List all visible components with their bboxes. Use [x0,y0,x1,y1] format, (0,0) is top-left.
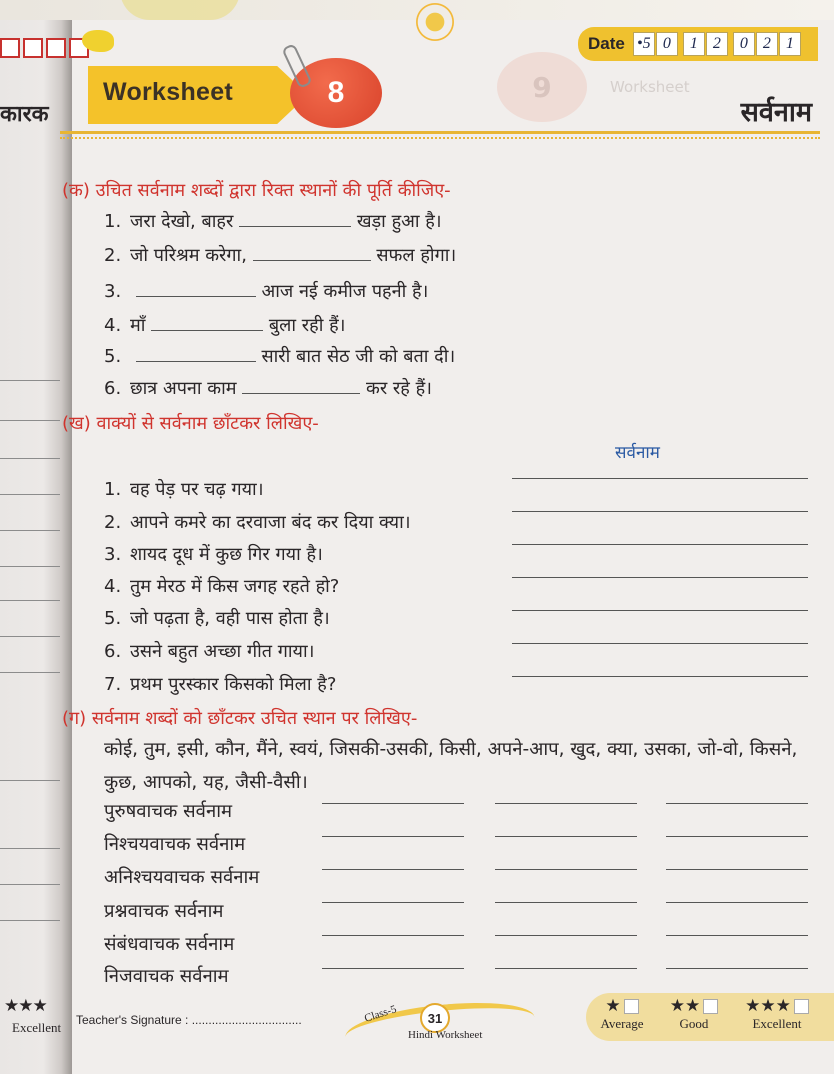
category-label: निश्चयवाचक सर्वनाम [104,834,246,855]
date-digit: 2 [706,32,728,56]
answer-line[interactable] [495,803,637,804]
answer-line[interactable] [322,803,464,804]
date-digit: 1 [779,32,801,56]
ruled-line [0,600,60,601]
rating-label: Good [679,1016,709,1031]
page-binding [0,0,72,1074]
blank-answer-field[interactable] [136,361,256,362]
answer-line[interactable] [512,544,808,545]
rating-label: Excellent [752,1016,802,1031]
left-page-date-boxes [0,38,92,58]
rating-checkbox[interactable] [703,999,718,1014]
ruled-line [0,780,60,781]
answer-line[interactable] [322,869,464,870]
ruled-line [0,920,60,921]
heading-underline [60,131,820,134]
blank-answer-field[interactable] [253,260,371,261]
ruled-line [0,884,60,885]
rating-checkbox[interactable] [794,999,809,1014]
answer-line[interactable] [495,968,637,969]
answer-line[interactable] [495,902,637,903]
answer-line[interactable] [666,803,808,804]
worksheet-label: Worksheet [103,78,234,106]
blank-answer-field[interactable] [151,330,263,331]
left-rating-stars-icon: ★★★ [4,996,47,1016]
page-title: सर्वनाम [740,97,812,128]
sentence-item: 2. आपने कमरे का दरवाजा बंद कर दिया क्या। [104,512,411,533]
answer-line[interactable] [495,836,637,837]
section-c-marker: (ग) [62,708,87,729]
date-digit: 0 [656,32,678,56]
top-yellow-shape [120,0,240,20]
answer-line[interactable] [512,643,808,644]
sun-decoration-icon [395,0,475,62]
sentence-item: 5. जो पढ़ता है, वही पास होता है। [104,608,330,629]
ruled-line [0,672,60,673]
fill-blank-item: 6. छात्र अपना काम कर रहे हैं। [104,378,432,399]
answer-line[interactable] [512,478,808,479]
fill-blank-item: 4. माँ बुला रही हैं। [104,315,346,336]
answer-line[interactable] [512,676,808,677]
date-digit: 2 [756,32,778,56]
section-c-title [62,706,417,730]
fill-blank-item: 5. सारी बात सेठ जी को बता दी। [104,346,456,367]
ruled-line [0,494,60,495]
answer-line[interactable] [495,869,637,870]
left-rating-label: Excellent [12,1020,62,1035]
rating-label: Average [600,1016,644,1031]
bird-icon [82,30,114,52]
answer-line[interactable] [322,935,464,936]
answer-column-heading: सर्वनाम [615,443,660,463]
rating-option-average[interactable] [594,996,650,1032]
fill-blank-item: 3. आज नई कमीज पहनी है। [104,281,429,302]
pronoun-word-list: कोई, तुम, इसी, कौन, मैंने, स्वयं, जिसकी-उसकी, किसी, अपने-आप, खुद, क्या, उसका, जो-वो, किसने, कुछ, आपको, यह, जैसी-वैसी। [104,739,798,793]
blank-answer-field[interactable] [239,226,351,227]
star-icon: ★ [605,996,621,1016]
category-label: निजवाचक सर्वनाम [104,966,229,987]
rating-option-good[interactable] [664,996,724,1032]
date-digit: 0 [733,32,755,56]
category-label: पुरुषवाचक सर्वनाम [104,801,233,822]
answer-line[interactable] [512,577,808,578]
ruled-line [0,530,60,531]
category-label: प्रश्नवाचक सर्वनाम [104,901,224,922]
ruled-line [0,380,60,381]
faded-next-worksheet-label: Worksheet [610,78,690,96]
category-label: संबंधवाचक सर्वनाम [104,934,235,955]
answer-line[interactable] [666,902,808,903]
sentence-item: 6. उसने बहुत अच्छा गीत गाया। [104,641,315,662]
date-digit: •5 [633,32,655,56]
answer-line[interactable] [322,968,464,969]
sentence-item: 1. वह पेड़ पर चढ़ गया। [104,479,264,500]
date-label: Date [588,34,625,53]
worksheet-number-badge: 8 [290,58,382,128]
fill-blank-item: 1. जरा देखो, बाहर खड़ा हुआ है। [104,211,442,232]
section-a-marker: (क) [62,180,90,201]
ruled-line [0,420,60,421]
ruled-line [0,566,60,567]
page-number: 31 [420,1003,450,1033]
section-c-instruction: सर्वनाम शब्दों को छाँटकर उचित स्थान पर लिखिए- [91,708,418,729]
answer-line[interactable] [512,511,808,512]
section-b-title [62,411,319,435]
date-digit: 1 [683,32,705,56]
answer-line[interactable] [512,610,808,611]
date-field[interactable] [578,27,818,61]
answer-line[interactable] [666,968,808,969]
faded-next-worksheet-number: 9 [497,52,587,122]
blank-answer-field[interactable] [242,393,360,394]
answer-line[interactable] [322,902,464,903]
rating-checkbox[interactable] [624,999,639,1014]
star-icon: ★★★ [745,996,791,1016]
left-page-topic: कारक [0,102,49,127]
ruled-line [0,636,60,637]
section-b-marker: (ख) [62,413,91,434]
answer-line[interactable] [495,935,637,936]
answer-line[interactable] [322,836,464,837]
fill-blank-item: 2. जो परिश्रम करेगा, सफल होगा। [104,245,457,266]
section-a-title [62,178,451,202]
sentence-item: 4. तुम मेरठ में किस जगह रहते हो? [104,576,340,597]
ruled-line [0,848,60,849]
teacher-signature-field[interactable]: Teacher's Signature : ................................. [76,1013,302,1027]
star-icon: ★★ [669,996,701,1016]
sentence-item: 7. प्रथम पुरस्कार किसको मिला है? [104,674,337,695]
answer-line[interactable] [666,869,808,870]
section-b-instruction: वाक्यों से सर्वनाम छाँटकर लिखिए- [96,413,319,434]
sentence-item: 3. शायद दूध में कुछ गिर गया है। [104,544,323,565]
answer-line[interactable] [666,836,808,837]
subject-label: Hindi Worksheet [408,1029,483,1041]
heading-dotted-line [60,137,820,139]
answer-line[interactable] [666,935,808,936]
ruled-line [0,458,60,459]
blank-answer-field[interactable] [136,296,256,297]
category-label: अनिश्चयवाचक सर्वनाम [104,867,260,888]
class-label: Class-5 [362,1003,399,1025]
rating-option-excellent[interactable] [742,996,812,1032]
section-a-instruction: उचित सर्वनाम शब्दों द्वारा रिक्त स्थानों की पूर्ति कीजिए- [95,180,451,201]
